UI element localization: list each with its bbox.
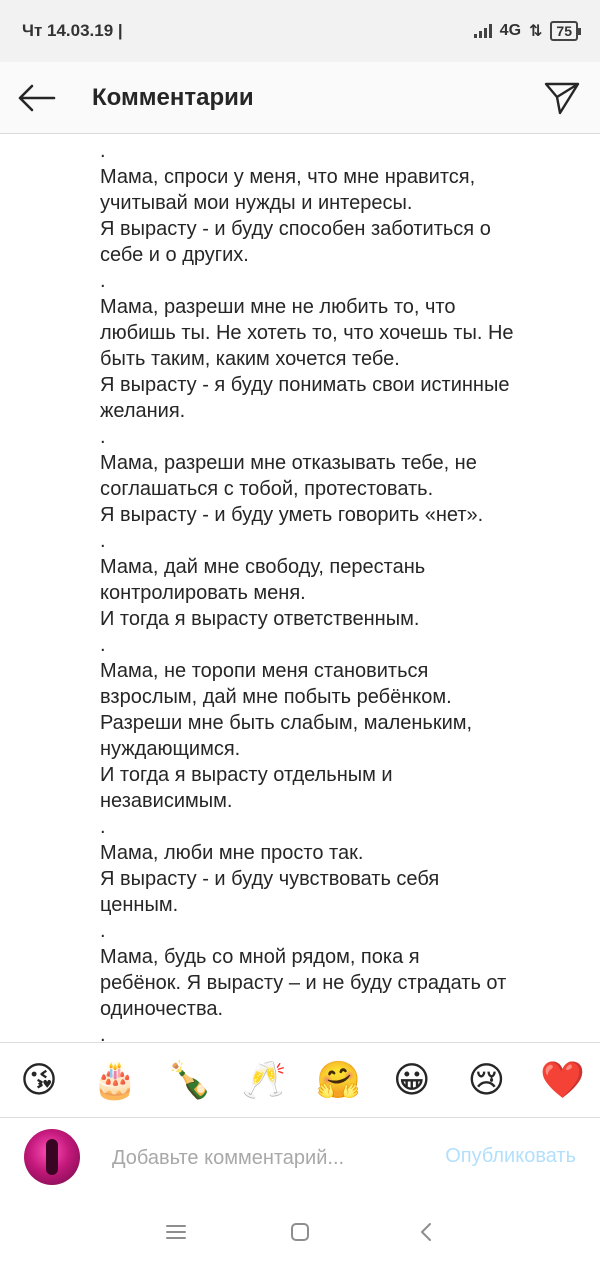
emoji-button[interactable]: ❤️ <box>539 1059 585 1100</box>
caption-line: желания. <box>100 400 186 422</box>
caption-line: Я вырасту - и буду уметь говорить «нет». <box>100 504 484 526</box>
caption-line: Мама, спроси у меня, что мне нравится, <box>100 166 476 188</box>
status-indicators <box>474 21 578 41</box>
emoji-button[interactable]: 😘 <box>20 1059 58 1100</box>
data-transfer-icon: ⇅ <box>529 23 543 40</box>
caption-line: быть таким, каким хочется тебе. <box>100 348 400 370</box>
caption-line: Мама, разреши мне отказывать тебе, не <box>100 452 477 474</box>
caption-line: ценным. <box>100 894 179 916</box>
caption-line: контролировать меня. <box>100 582 306 604</box>
signal-icon <box>474 24 492 38</box>
arrow-left-icon <box>16 83 56 113</box>
caption-line: одиночества. <box>100 998 224 1020</box>
caption-line: Разреши мне быть слабым, маленьким, <box>100 712 473 734</box>
network-type: 4G <box>499 22 522 39</box>
system-back-button[interactable] <box>408 1214 444 1250</box>
caption-line: Мама, не торопи меня становиться <box>100 660 429 682</box>
caption-line: . <box>100 140 106 162</box>
caption-line: независимым. <box>100 790 233 812</box>
emoji-button[interactable]: 😀 <box>393 1059 431 1100</box>
caption-line: Я вырасту - я буду понимать свои истинные <box>100 374 510 396</box>
caption-line: . <box>100 426 106 448</box>
caption-line: соглашаться с тобой, протестовать. <box>100 478 434 500</box>
battery-icon <box>550 21 578 41</box>
emoji-bar <box>0 1042 600 1118</box>
caption-line: Я вырасту - и буду способен заботиться о <box>100 218 491 240</box>
caption-line: . <box>100 1024 106 1042</box>
caption-line: . <box>100 816 106 838</box>
paper-plane-icon <box>544 81 580 115</box>
home-button[interactable] <box>282 1214 318 1250</box>
emoji-button[interactable]: 🥂 <box>241 1059 287 1100</box>
recent-apps-button[interactable] <box>158 1214 194 1250</box>
caption-line: учитывай мои нужды и интересы. <box>100 192 413 214</box>
caption-line: ребёнок. Я вырасту – и не буду страдать от <box>100 972 507 994</box>
emoji-button[interactable]: 🤗 <box>316 1059 362 1100</box>
back-button[interactable] <box>14 76 58 120</box>
back-chevron-icon <box>415 1221 437 1243</box>
comment-composer <box>0 1118 600 1196</box>
emoji-button[interactable]: 🍾 <box>167 1059 212 1100</box>
publish-button[interactable]: Опубликовать <box>445 1145 576 1167</box>
home-square-icon <box>289 1221 311 1243</box>
app-header <box>0 62 600 134</box>
caption-line: Мама, дай мне свободу, перестань <box>100 556 426 578</box>
caption-line: взрослым, дай мне побыть ребёнком. <box>100 686 452 708</box>
caption-line: любишь ты. Не хотеть то, что хочешь ты. Не <box>100 322 514 344</box>
caption-line: И тогда я вырасту ответственным. <box>100 608 420 630</box>
caption-line: . <box>100 270 106 292</box>
menu-icon <box>165 1223 187 1241</box>
caption-line: . <box>100 530 106 552</box>
emoji-button[interactable]: 🎂 <box>92 1059 138 1100</box>
caption-line: Мама, разреши мне не любить то, что <box>100 296 456 318</box>
caption-line: себе и о других. <box>100 244 249 266</box>
caption-line: . <box>100 634 106 656</box>
status-datetime: Чт 14.03.19 | <box>22 21 123 40</box>
share-button[interactable] <box>540 76 584 120</box>
avatar <box>24 1129 80 1185</box>
post-caption <box>100 138 570 1042</box>
caption-line: . <box>100 920 106 942</box>
caption-line: Я вырасту - и буду чувствовать себя <box>100 868 440 890</box>
caption-line: Мама, будь со мной рядом, пока я <box>100 946 420 968</box>
page-title: Комментарии <box>92 84 254 111</box>
caption-line: Мама, люби мне просто так. <box>100 842 364 864</box>
emoji-button[interactable]: 😢 <box>467 1059 506 1100</box>
battery-level: 75 <box>556 23 572 39</box>
caption-line: нуждающимся. <box>100 738 241 760</box>
status-bar <box>0 0 600 62</box>
caption-line: И тогда я вырасту отдельным и <box>100 764 393 786</box>
comment-input[interactable] <box>110 1142 414 1174</box>
system-nav-bar <box>0 1196 600 1266</box>
